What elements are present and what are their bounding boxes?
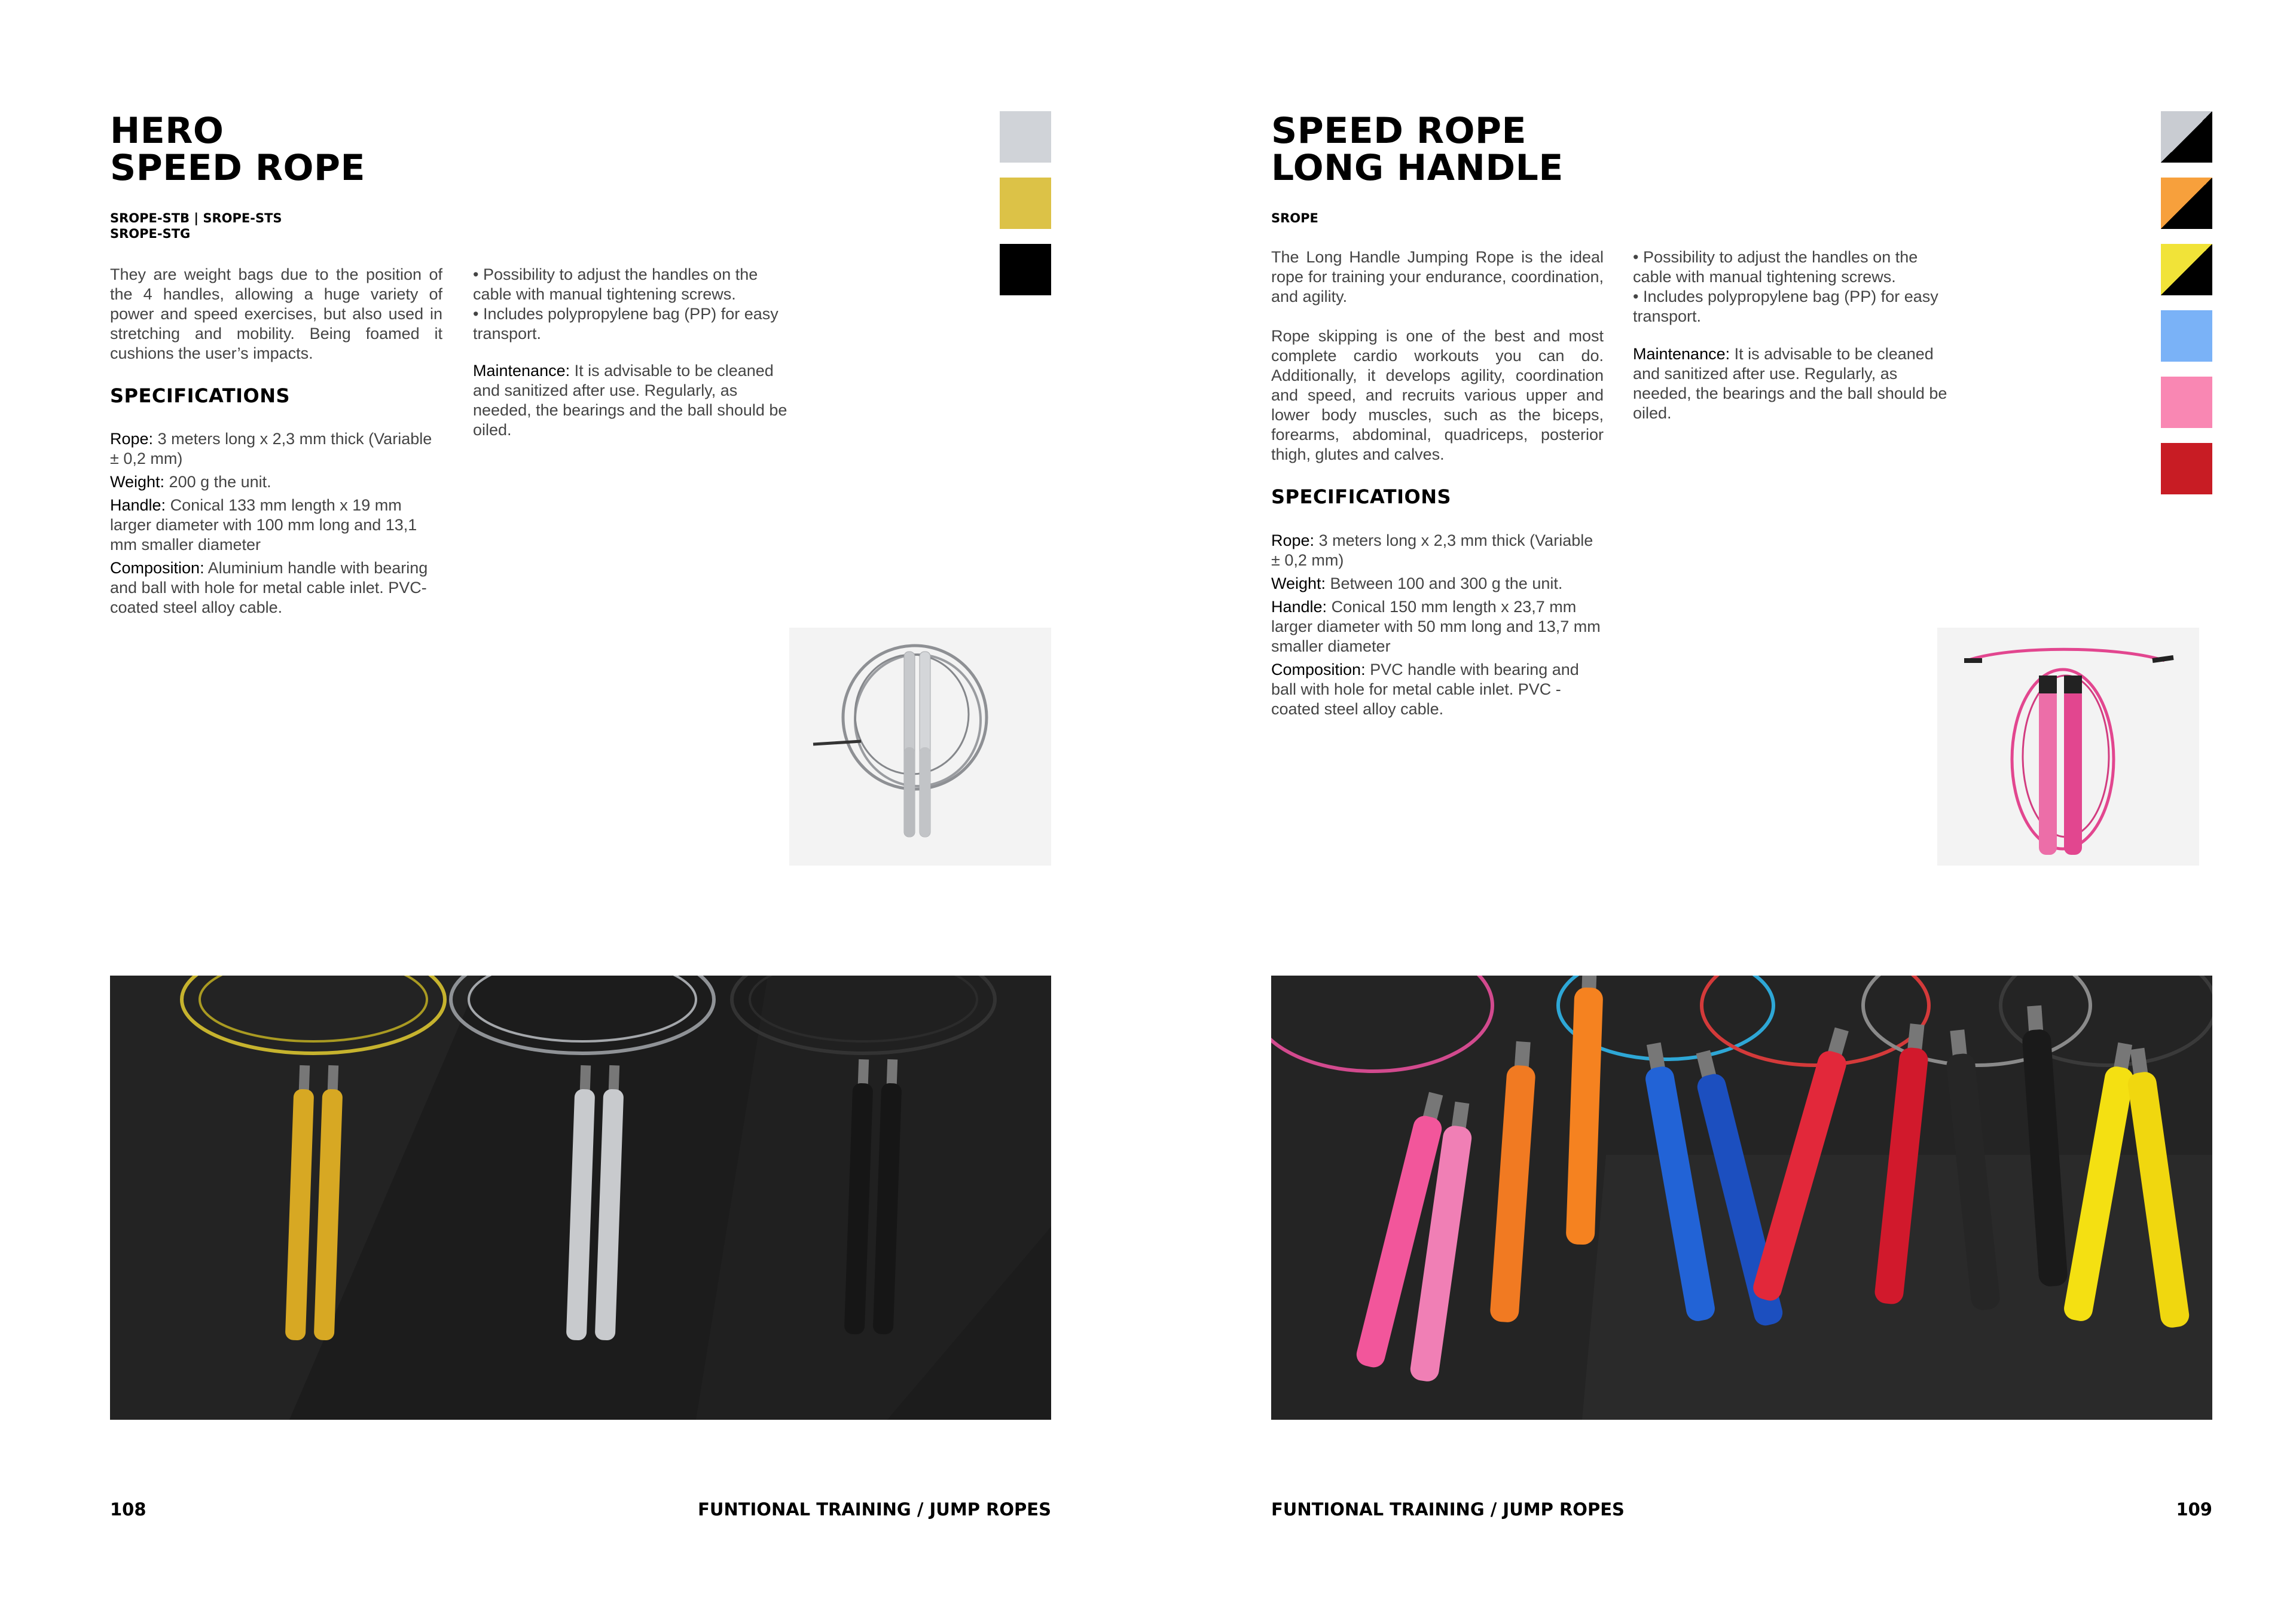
section-footer: FUNTIONAL TRAINING / JUMP ROPES — [1271, 1499, 1625, 1520]
long-handle-ropes-banner-illustration — [1271, 976, 2212, 1420]
spec-item — [1271, 597, 1604, 656]
color-swatch — [2161, 244, 2212, 295]
handle-cap — [887, 1059, 898, 1087]
maintenance-label: Maintenance: — [473, 362, 570, 380]
color-swatch — [2161, 443, 2212, 494]
spec-value: 3 meters long x 2,3 mm thick (Variable ± 0,2 mm) — [110, 430, 432, 467]
hero-ropes-banner-illustration — [110, 976, 1051, 1420]
product-title-speed-rope-long-handle: SPEED ROPE LONG HANDLE — [1271, 110, 1564, 189]
spec-label: Composition: — [1271, 661, 1366, 678]
product-description-1: The Long Handle Jumping Rope is the ideal rope for training your endurance, coordination, and agility. — [1271, 248, 1604, 305]
spec-value: 3 meters long x 2,3 mm thick (Variable ± 0,2 mm) — [1271, 531, 1593, 569]
handle-cap — [328, 1065, 339, 1093]
handle-cap — [1907, 1023, 1925, 1052]
handle-cap — [2027, 1005, 2043, 1034]
handle-cap — [580, 1065, 591, 1093]
color-swatch — [2161, 178, 2212, 229]
hero-rope-illustration — [789, 628, 1051, 866]
spec-label: Rope: — [110, 430, 154, 448]
specifications-list — [1271, 531, 1604, 723]
maintenance-note — [473, 361, 796, 440]
spec-value: Aluminium handle with bearing and ball with hole for metal cable inlet. PVC-coated steel alloy cable. — [110, 559, 428, 616]
maintenance-text: It is advisable to be cleaned and sanitized after use. Regularly, as needed, the bearings and the ball should be oiled. — [1633, 345, 1947, 422]
handle-cap — [299, 1065, 310, 1093]
section-footer: FUNTIONAL TRAINING / JUMP ROPES — [698, 1499, 1051, 1520]
color-swatch — [2161, 310, 2212, 362]
spec-item — [1271, 574, 1604, 594]
spec-value: Conical 133 mm length x 19 mm larger diameter with 100 mm long and 13,1 mm smaller diameter — [110, 496, 417, 554]
spec-value: PVC handle with bearing and ball with hole for metal cable inlet. PVC - coated steel alloy cable. — [1271, 661, 1579, 718]
spec-value: 200 g the unit. — [164, 473, 271, 491]
spec-label: Weight: — [110, 473, 165, 491]
handle-cap — [609, 1065, 620, 1093]
handle-cap — [1515, 1041, 1531, 1069]
product-description: They are weight bags due to the position of the 4 handles, allowing a huge variety of power and speed exercises, but also used in stretching and mobility. Being foamed it cushions the user’s impacts. — [110, 265, 442, 362]
spec-label: Composition: — [110, 559, 204, 577]
product-photo-hero-rope — [789, 628, 1051, 866]
specifications-list — [110, 429, 442, 621]
spec-label: Rope: — [1271, 531, 1315, 549]
color-swatch — [2161, 377, 2212, 428]
specifications-heading: SPECIFICATIONS — [1271, 485, 1452, 508]
spec-item — [110, 429, 442, 469]
maintenance-label: Maintenance: — [1633, 345, 1730, 363]
features-list: • Possibility to adjust the handles on the cable with manual tightening screws. • Includes polypropylene bag (PP) for easy transport. — [1633, 248, 1938, 325]
spec-value: Conical 150 mm length x 23,7 mm larger diameter with 50 mm long and 13,7 mm smaller diameter — [1271, 598, 1601, 655]
banner-photo-hero-ropes — [110, 976, 1051, 1420]
spec-item — [1271, 660, 1604, 719]
spec-value: Between 100 and 300 g the unit. — [1326, 574, 1563, 592]
spec-label: Weight: — [1271, 574, 1326, 592]
handle-cap — [1950, 1029, 1967, 1057]
color-swatch — [1000, 178, 1051, 229]
product-title-hero-speed-rope: HERO SPEED ROPE — [110, 110, 366, 189]
color-swatch — [2161, 111, 2212, 163]
spec-item — [1271, 531, 1604, 570]
maintenance-text: It is advisable to be cleaned and sanitized after use. Regularly, as needed, the bearings and the ball should be oiled. — [473, 362, 787, 439]
specifications-heading: SPECIFICATIONS — [110, 384, 291, 407]
long-handle-rope-illustration — [1937, 628, 2199, 866]
maintenance-note — [1633, 344, 1956, 423]
spec-label: Handle: — [1271, 598, 1327, 616]
product-codes: SROPE-STB | SROPE-STS SROPE-STG — [110, 211, 282, 241]
product-description-2: Rope skipping is one of the best and most complete cardio workouts you can do. Additionally, it develops agility, coordination and speed, and recruits various upper and lower body muscles, such as the biceps, forearms, abdominal, quadriceps, posterior thigh, glutes and calves. — [1271, 327, 1604, 463]
spec-item — [110, 558, 442, 618]
color-swatch — [1000, 244, 1051, 295]
page-number: 109 — [2176, 1499, 2212, 1520]
color-swatch — [1000, 111, 1051, 163]
product-codes: SROPE — [1271, 211, 1318, 225]
spec-item — [110, 496, 442, 555]
banner-photo-long-handle-ropes — [1271, 976, 2212, 1420]
product-photo-long-handle-rope — [1937, 628, 2199, 866]
page-number: 108 — [110, 1499, 146, 1520]
features-list: • Possibility to adjust the handles on the cable with manual tightening screws. • Includes polypropylene bag (PP) for easy transport. — [473, 265, 778, 343]
spec-item — [110, 472, 442, 492]
spec-label: Handle: — [110, 496, 166, 514]
right-page — [1148, 0, 2296, 1623]
handle-cap — [858, 1059, 869, 1087]
